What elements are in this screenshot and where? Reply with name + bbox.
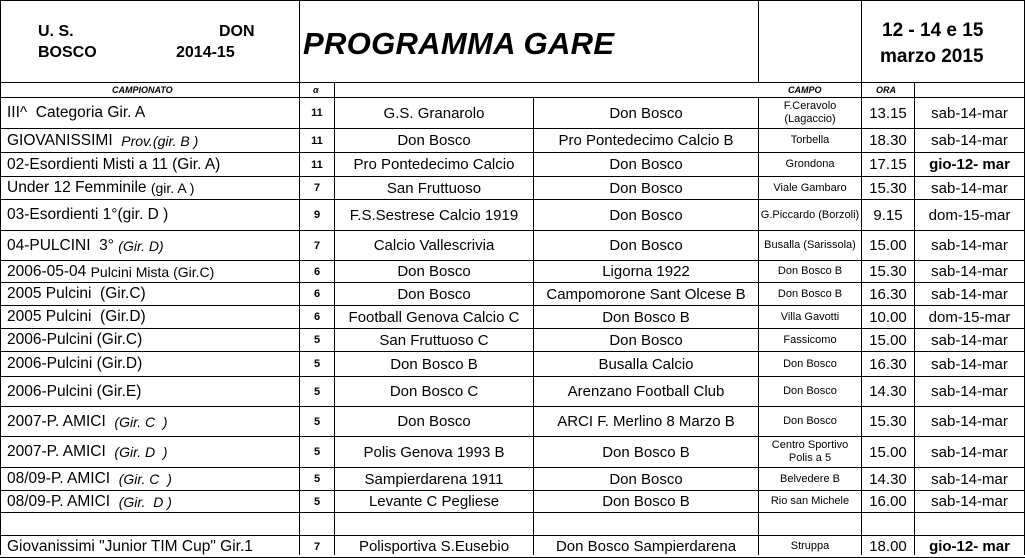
match-day: sab-14-mar	[931, 263, 1008, 280]
column-header-campionato: CAMPIONATO	[112, 85, 173, 95]
campionato-cell	[1, 98, 305, 128]
match-time: 15.00	[869, 443, 907, 461]
match-day: sab-14-mar	[931, 470, 1008, 488]
away-team: Don Bosco	[609, 179, 683, 197]
campionato-name: Under 12 Femminile	[7, 179, 151, 196]
home-team: F.S.Sestrese Calcio 1919	[349, 206, 519, 224]
grid-line	[758, 0, 759, 82]
players-count: 5	[313, 358, 321, 370]
column-header-campo: CAMPO	[788, 85, 822, 95]
home-team: Don Bosco	[397, 132, 471, 149]
dates-line2: marzo 2015	[880, 46, 984, 67]
field-name: Torbella	[790, 134, 830, 147]
home-team	[335, 513, 533, 535]
campionato-cell	[1, 283, 305, 305]
away-team: Don Bosco	[609, 331, 683, 349]
campionato-name: 04-PULCINI 3°	[7, 236, 119, 254]
match-day: gio-12- mar	[929, 538, 1010, 555]
home-team: Polis Genova 1993 B	[363, 443, 505, 461]
club-name-don: DON	[219, 23, 255, 40]
match-day: sab-14-mar	[931, 413, 1008, 430]
campionato-cell	[1, 261, 305, 282]
field-name: Busalla (Sarissola)	[764, 239, 856, 252]
campionato-cell	[1, 468, 305, 490]
page-title: PROGRAMMA GARE	[303, 26, 615, 61]
campionato-name: 2006-Pulcini (Gir.E)	[7, 382, 142, 400]
campionato-name: III^ Categoria Gir. A	[7, 104, 146, 121]
field-name: Belvedere B	[780, 472, 840, 485]
match-day: sab-14-mar	[931, 383, 1008, 400]
home-team: Don Bosco B	[390, 355, 478, 373]
campionato-cell	[1, 231, 305, 260]
campionato-group: (Gir. D )	[114, 444, 168, 460]
match-day: sab-14-mar	[931, 443, 1008, 461]
players-count: 11	[311, 134, 323, 147]
match-time: 17.15	[869, 156, 907, 173]
home-team: Sampierdarena 1911	[364, 470, 504, 488]
away-team: Arenzano Football Club	[567, 383, 725, 400]
match-day: sab-14-mar	[931, 285, 1008, 303]
campionato-name: 2006-Pulcini (Gir.D)	[7, 355, 143, 372]
match-time: 15.30	[869, 263, 907, 280]
campionato-name: 2007-P. AMICI	[7, 443, 115, 460]
campionato-name: 03-Esordienti 1°(gir. D )	[7, 206, 169, 223]
away-team: Busalla Calcio	[598, 355, 694, 373]
match-time: 9.15	[873, 206, 903, 224]
field-name: Rio san Michele	[770, 495, 850, 508]
field-name: Fassicomo	[783, 333, 837, 346]
home-team: Football Genova Calcio C	[348, 308, 520, 326]
players-count: 5	[313, 446, 321, 458]
column-header-ora: ORA	[876, 85, 896, 95]
away-team: Don Bosco	[609, 237, 683, 254]
match-day: sab-14-mar	[931, 237, 1008, 254]
home-team: Pro Pontedecimo Calcio	[353, 156, 515, 173]
campionato-cell	[1, 306, 305, 328]
campionato-name: 2006-Pulcini (Gir.C)	[7, 331, 143, 348]
away-team: Don Bosco B	[602, 493, 690, 510]
home-team: Don Bosco	[397, 285, 471, 303]
field-name: Villa Gavotti	[780, 310, 840, 323]
home-team: Don Bosco	[397, 263, 471, 280]
match-time: 16.30	[869, 285, 907, 303]
players-count: 7	[313, 239, 321, 252]
grid-line	[334, 82, 335, 97]
dates-line1: 12 - 14 e 15	[882, 20, 984, 41]
campionato-cell	[1, 329, 305, 351]
field-name: Don Bosco	[783, 385, 837, 398]
campionato-group: Pulcini Mista (Gir.C)	[90, 263, 215, 280]
players-count: 6	[313, 311, 321, 323]
field-name: F.Ceravolo (Lagaccio)	[783, 100, 837, 125]
match-time: 18.00	[869, 538, 907, 555]
players-count: 6	[313, 288, 321, 300]
players-count: 5	[313, 473, 321, 485]
campionato-cell	[1, 200, 305, 230]
club-name-line2: BOSCO	[38, 44, 97, 61]
home-team: Don Bosco C	[389, 383, 479, 400]
campionato-name: 2005 Pulcini (Gir.C)	[7, 285, 146, 302]
match-day: sab-14-mar	[931, 132, 1008, 149]
campionato-name: 2005 Pulcini (Gir.D)	[7, 308, 146, 325]
campionato-group: (gir. A )	[150, 180, 195, 196]
campionato-cell	[1, 153, 305, 176]
club-name-line1: U. S.	[38, 23, 74, 40]
players-count: 11	[311, 107, 323, 119]
campionato-cell	[1, 513, 305, 535]
away-team: Don Bosco Sampierdarena	[555, 538, 737, 555]
grid-line	[0, 82, 1025, 83]
campionato-name: 2007-P. AMICI	[7, 412, 115, 430]
match-time: 15.00	[869, 237, 907, 254]
away-team: Don Bosco	[609, 470, 683, 488]
match-time: 15.30	[869, 413, 907, 430]
match-time: 10.00	[869, 308, 907, 326]
home-team: Levante C Pegliese	[368, 493, 500, 510]
match-time: 18.30	[869, 132, 907, 149]
match-time	[862, 513, 914, 535]
campionato-name: Giovanissimi "Junior TIM Cup" Gir.1	[7, 537, 253, 555]
campionato-group: (Gir. C )	[114, 413, 168, 430]
field-name: Don Bosco	[783, 415, 837, 428]
campionato-cell	[1, 129, 305, 152]
match-day	[915, 513, 1024, 535]
campionato-name: 08/09-P. AMICI	[7, 470, 119, 487]
campionato-group: (Gir. D)	[118, 237, 164, 254]
home-team: Polisportiva S.Eusebio	[358, 538, 510, 555]
home-team: Don Bosco	[397, 413, 471, 430]
season-label: 2014-15	[176, 44, 235, 61]
field-name: Don Bosco B	[777, 287, 843, 300]
away-team: Don Bosco	[609, 206, 683, 224]
home-team: Calcio Vallescrivia	[373, 237, 495, 254]
grid-line	[914, 82, 915, 97]
away-team: ARCI F. Merlino 8 Marzo B	[557, 413, 735, 430]
grid-line	[299, 0, 300, 97]
field-name: Viale Gambaro	[773, 181, 847, 194]
campionato-cell	[1, 352, 305, 376]
campionato-name: 02-Esordienti Misti a 11 (Gir. A)	[7, 155, 221, 173]
match-day: sab-14-mar	[931, 355, 1008, 373]
home-team: San Fruttuoso C	[379, 331, 489, 349]
match-day: sab-14-mar	[931, 493, 1008, 510]
players-count: 11	[311, 158, 323, 171]
away-team: Don Bosco	[609, 104, 683, 122]
match-day: sab-14-mar	[931, 179, 1008, 197]
campionato-name: 2006-05-04	[7, 262, 91, 280]
grid-line	[0, 0, 1025, 1]
away-team: Don Bosco B	[602, 308, 690, 326]
campionato-group: (Gir. D )	[118, 493, 172, 510]
players-count	[300, 513, 334, 535]
campionato-cell	[1, 491, 305, 512]
match-day: gio-12- mar	[929, 156, 1010, 173]
players-count: 5	[313, 385, 321, 398]
field-name: Grondona	[785, 158, 835, 171]
players-count: 6	[313, 265, 321, 278]
players-count: 7	[313, 182, 321, 194]
match-time: 14.30	[869, 470, 907, 488]
match-day: dom-15-mar	[928, 206, 1011, 224]
away-team: Ligorna 1922	[602, 263, 690, 280]
match-time: 15.00	[869, 331, 907, 349]
field-name: G.Piccardo (Borzoli)	[760, 208, 860, 221]
campionato-cell	[1, 536, 305, 557]
players-count: 5	[313, 495, 321, 508]
column-header-alpha: α	[313, 85, 319, 95]
home-team: San Fruttuoso	[386, 179, 482, 197]
campionato-cell	[1, 377, 305, 406]
grid-line	[861, 0, 862, 97]
campionato-group: Prov.(gir. B )	[121, 132, 199, 149]
match-time: 15.30	[869, 179, 907, 197]
match-day: sab-14-mar	[931, 104, 1008, 122]
match-day: dom-15-mar	[928, 308, 1011, 326]
match-time: 13.15	[869, 104, 907, 122]
campionato-name: 08/09-P. AMICI	[7, 492, 119, 510]
away-team	[534, 513, 758, 535]
away-team: Pro Pontedecimo Calcio B	[558, 132, 734, 149]
away-team: Campomorone Sant Olcese B	[546, 285, 746, 303]
players-count: 9	[313, 209, 321, 221]
campionato-cell	[1, 177, 305, 199]
match-time: 16.00	[869, 493, 907, 510]
away-team: Don Bosco B	[602, 443, 690, 461]
match-time: 14.30	[869, 383, 907, 400]
field-name: Don Bosco	[783, 357, 837, 370]
players-count: 7	[313, 540, 321, 553]
away-team: Don Bosco	[609, 156, 683, 173]
campionato-cell	[1, 407, 305, 436]
players-count: 5	[313, 415, 321, 428]
match-time: 16.30	[869, 355, 907, 373]
match-day: sab-14-mar	[931, 331, 1008, 349]
campionato-cell	[1, 437, 305, 467]
home-team: G.S. Granarolo	[383, 104, 485, 122]
field-name	[759, 513, 861, 535]
field-name: Centro Sportivo Polis a 5	[771, 439, 849, 464]
field-name: Struppa	[790, 540, 830, 553]
field-name: Don Bosco B	[777, 265, 843, 278]
players-count: 5	[313, 334, 321, 346]
campionato-group: (Gir. C )	[118, 471, 172, 487]
campionato-name: GIOVANISSIMI	[7, 131, 122, 149]
